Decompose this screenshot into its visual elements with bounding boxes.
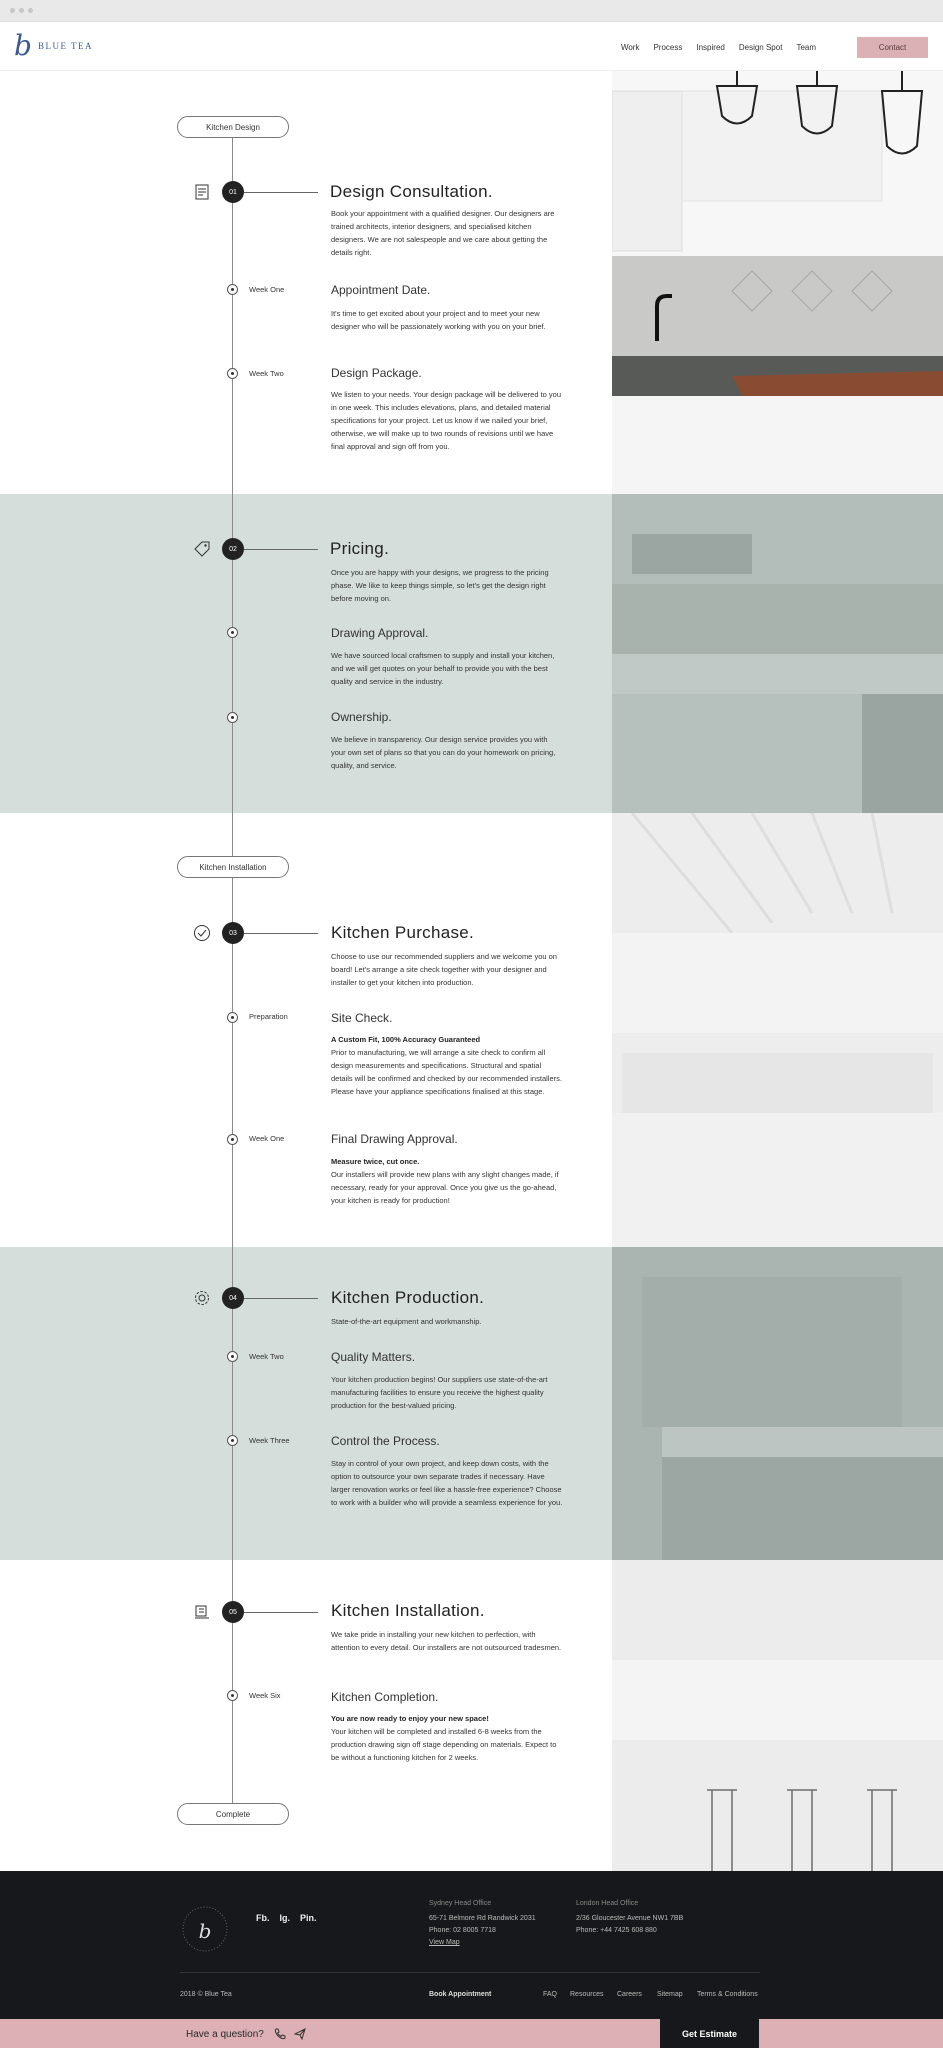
kitchen-photo-4 — [612, 1247, 943, 1560]
step-marker — [227, 368, 238, 379]
step-lead: Measure twice, cut once. — [331, 1157, 420, 1166]
step-title: Design Package. — [331, 366, 422, 380]
question-text: Have a question? — [186, 2029, 264, 2040]
step-body: We listen to your needs. Your design package will be delivered to you in one week. This includes elevations, plans, and detailed material specifications for your project. Let us know if we nailed your brief, otherwise, we will make up to two rounds of revisions until we have final approval and sign off from you. — [331, 390, 562, 451]
site-footer — [0, 1871, 943, 2019]
step-marker — [227, 1690, 238, 1701]
step-body — [331, 1155, 563, 1207]
step-week: Week Two — [249, 1352, 284, 1361]
step-week: Preparation — [249, 1012, 288, 1021]
stage-title: Design Consultation. — [330, 182, 493, 201]
stage-body: Book your appointment with a qualified designer. Our designers are trained architects, interior designers, and specialised kitchen designers. We are not salespeople and we care about getting the details right. — [331, 209, 555, 257]
instagram-link[interactable]: Ig. — [279, 1913, 290, 1923]
step-title: Kitchen Completion. — [331, 1690, 439, 1704]
stage-number: 04 — [222, 1287, 244, 1309]
site-header — [0, 22, 943, 71]
step-title: Quality Matters. — [331, 1350, 416, 1364]
main-nav — [621, 43, 816, 52]
stage-body: We take pride in installing your new kitchen to perfection, with attention to every detail. Our installers are not outsourced tradesmen. — [331, 1630, 562, 1652]
stage-body: Choose to use our recommended suppliers and we welcome you on board! Let's arrange a site check together with your designer and installer to get your kitchen into production. — [331, 952, 557, 987]
browser-chrome — [0, 0, 943, 22]
kitchen-photo-5 — [612, 1560, 943, 1871]
step-marker — [227, 284, 238, 295]
contact-button[interactable]: Contact — [857, 37, 928, 58]
nav-item-process[interactable]: Process — [653, 43, 683, 52]
phone-icon[interactable] — [274, 2028, 286, 2040]
window-dot — [10, 8, 15, 13]
logo-text: BLUE TEA — [37, 41, 94, 51]
london-office-title: London Head Office — [576, 1900, 639, 1907]
facebook-link[interactable]: Fb. — [256, 1913, 270, 1923]
footer-logo-seal — [180, 1899, 230, 1959]
step-title: Drawing Approval. — [331, 626, 429, 640]
kitchen-photo-2 — [612, 494, 943, 813]
footer-link-terms[interactable]: Terms & Conditions — [697, 1991, 758, 1998]
step-week: Week Two — [249, 369, 284, 378]
step-text: Prior to manufacturing, we will arrange a site check to confirm all design measurements and specifications. Structural and spatial details will be confirmed and checked by our recommended installers. Please have your appliance specifications finalised at this stage. — [331, 1048, 562, 1096]
step-body — [331, 1033, 563, 1098]
price-tag-icon — [193, 540, 211, 558]
section-pill-installation: Kitchen Installation — [177, 856, 289, 878]
check-circle-icon — [193, 924, 211, 942]
step-title: Site Check. — [331, 1011, 393, 1025]
gear-icon — [193, 1289, 211, 1307]
footer-link-sitemap[interactable]: Sitemap — [657, 1991, 683, 1998]
footer-link-resources[interactable]: Resources — [570, 1991, 604, 1998]
stage-title: Kitchen Purchase. — [331, 923, 475, 942]
book-appointment-link[interactable]: Book Appointment — [429, 1991, 492, 1998]
stage-title: Kitchen Production. — [331, 1288, 485, 1307]
step-marker — [227, 1134, 238, 1145]
brand-logo[interactable] — [14, 29, 94, 62]
stage-body: Once you are happy with your designs, we progress to the pricing phase. We like to keep things simple, so let's get the design right before moving on. — [331, 568, 549, 603]
cta-bar — [0, 2019, 943, 2048]
svg-text:b: b — [198, 1919, 212, 1943]
step-marker — [227, 627, 238, 638]
footer-divider — [180, 1972, 760, 1973]
step-marker — [227, 1012, 238, 1023]
step-body: It's time to get excited about your project and to meet your new designer who will be passionately working with you on your brief. — [331, 309, 546, 331]
step-title: Appointment Date. — [331, 283, 431, 297]
nav-item-work[interactable]: Work — [620, 43, 640, 52]
get-estimate-button[interactable]: Get Estimate — [660, 2019, 759, 2048]
step-text: Our installers will provide new plans with any slight changes made, if necessary, ready for your approval. Once you give us the go-ahead, your kitchen is ready for production! — [331, 1170, 559, 1205]
copyright: 2018 © Blue Tea — [180, 1991, 232, 1998]
stage-connector — [244, 549, 318, 550]
step-week: Week Six — [249, 1691, 281, 1700]
london-address: 2/36 Gloucester Avenue NW1 7BB — [576, 1915, 684, 1922]
step-title: Control the Process. — [331, 1434, 440, 1448]
step-body: We believe in transparency. Our design service provides you with your own set of plans so that you can do your homework on pricing, quality, and service. — [331, 735, 556, 770]
footer-link-careers[interactable]: Careers — [617, 1991, 642, 1998]
social-links — [256, 1913, 317, 1923]
pinterest-link[interactable]: Pin. — [300, 1913, 317, 1923]
stage-number: 02 — [222, 538, 244, 560]
stage-connector — [244, 1612, 318, 1613]
send-icon[interactable] — [294, 2028, 306, 2040]
step-body: We have sourced local craftsmen to supply and install your kitchen, and we will get quotes on your behalf to provide you with the best quality and service in the industry. — [331, 651, 555, 686]
step-marker — [227, 1435, 238, 1446]
nav-item-design-spot[interactable]: Design Spot — [738, 43, 783, 52]
sydney-phone: Phone: 02 8005 7718 — [429, 1927, 496, 1934]
step-week: Week One — [249, 285, 285, 294]
step-week: Week Three — [249, 1436, 290, 1445]
sydney-office-title: Sydney Head Office — [429, 1900, 492, 1907]
nav-item-inspired[interactable]: Inspired — [696, 43, 725, 52]
clipboard-icon — [193, 183, 211, 201]
step-body: Stay in control of your own project, and keep down costs, with the option to outsource your own separate trades if necessary. Have larger renovation works or feel like a hassle-free experience? Choose to work with a builder who will provide a seamless experience for you. — [331, 1459, 563, 1507]
view-map-link[interactable]: View Map — [429, 1939, 460, 1946]
stage-connector — [244, 933, 318, 934]
step-title: Ownership. — [331, 710, 392, 724]
tools-icon — [193, 1603, 211, 1621]
step-text: Your kitchen will be completed and installed 6-8 weeks from the production drawing sign off stage depending on materials. Expect to be without a functioning kitchen for 2 weeks. — [331, 1727, 557, 1762]
step-lead: A Custom Fit, 100% Accuracy Guaranteed — [331, 1035, 481, 1044]
london-phone: Phone: +44 7425 608 880 — [576, 1927, 657, 1934]
footer-link-faq[interactable]: FAQ — [543, 1991, 558, 1998]
step-title: Final Drawing Approval. — [331, 1132, 458, 1146]
step-marker — [227, 1351, 238, 1362]
sydney-address: 65-71 Belmore Rd Randwick 2031 — [429, 1915, 536, 1922]
stage-number: 01 — [222, 181, 244, 203]
step-lead: You are now ready to enjoy your new space! — [331, 1714, 489, 1723]
stage-connector — [244, 1298, 318, 1299]
section-pill-design: Kitchen Design — [177, 116, 289, 138]
kitchen-photo-1 — [612, 71, 943, 494]
step-body — [331, 1712, 563, 1764]
step-marker — [227, 712, 238, 723]
logo-mark: b — [14, 29, 32, 62]
stage-body: State-of-the-art equipment and workmanship. — [331, 1317, 482, 1326]
stage-title: Kitchen Installation. — [331, 1601, 485, 1620]
stage-number: 05 — [222, 1601, 244, 1623]
stage-title: Pricing. — [330, 539, 390, 558]
nav-item-team[interactable]: Team — [796, 43, 816, 52]
window-dot — [19, 8, 24, 13]
section-pill-complete: Complete — [177, 1803, 289, 1825]
stage-number: 03 — [222, 922, 244, 944]
step-body: Your kitchen production begins! Our suppliers use state-of-the-art manufacturing facilities to ensure you receive the highest quality production for the best-valued pricing. — [331, 1375, 548, 1410]
step-week: Week One — [249, 1134, 285, 1143]
stage-connector — [244, 192, 318, 193]
window-dot — [28, 8, 33, 13]
kitchen-photo-3 — [612, 813, 943, 1247]
